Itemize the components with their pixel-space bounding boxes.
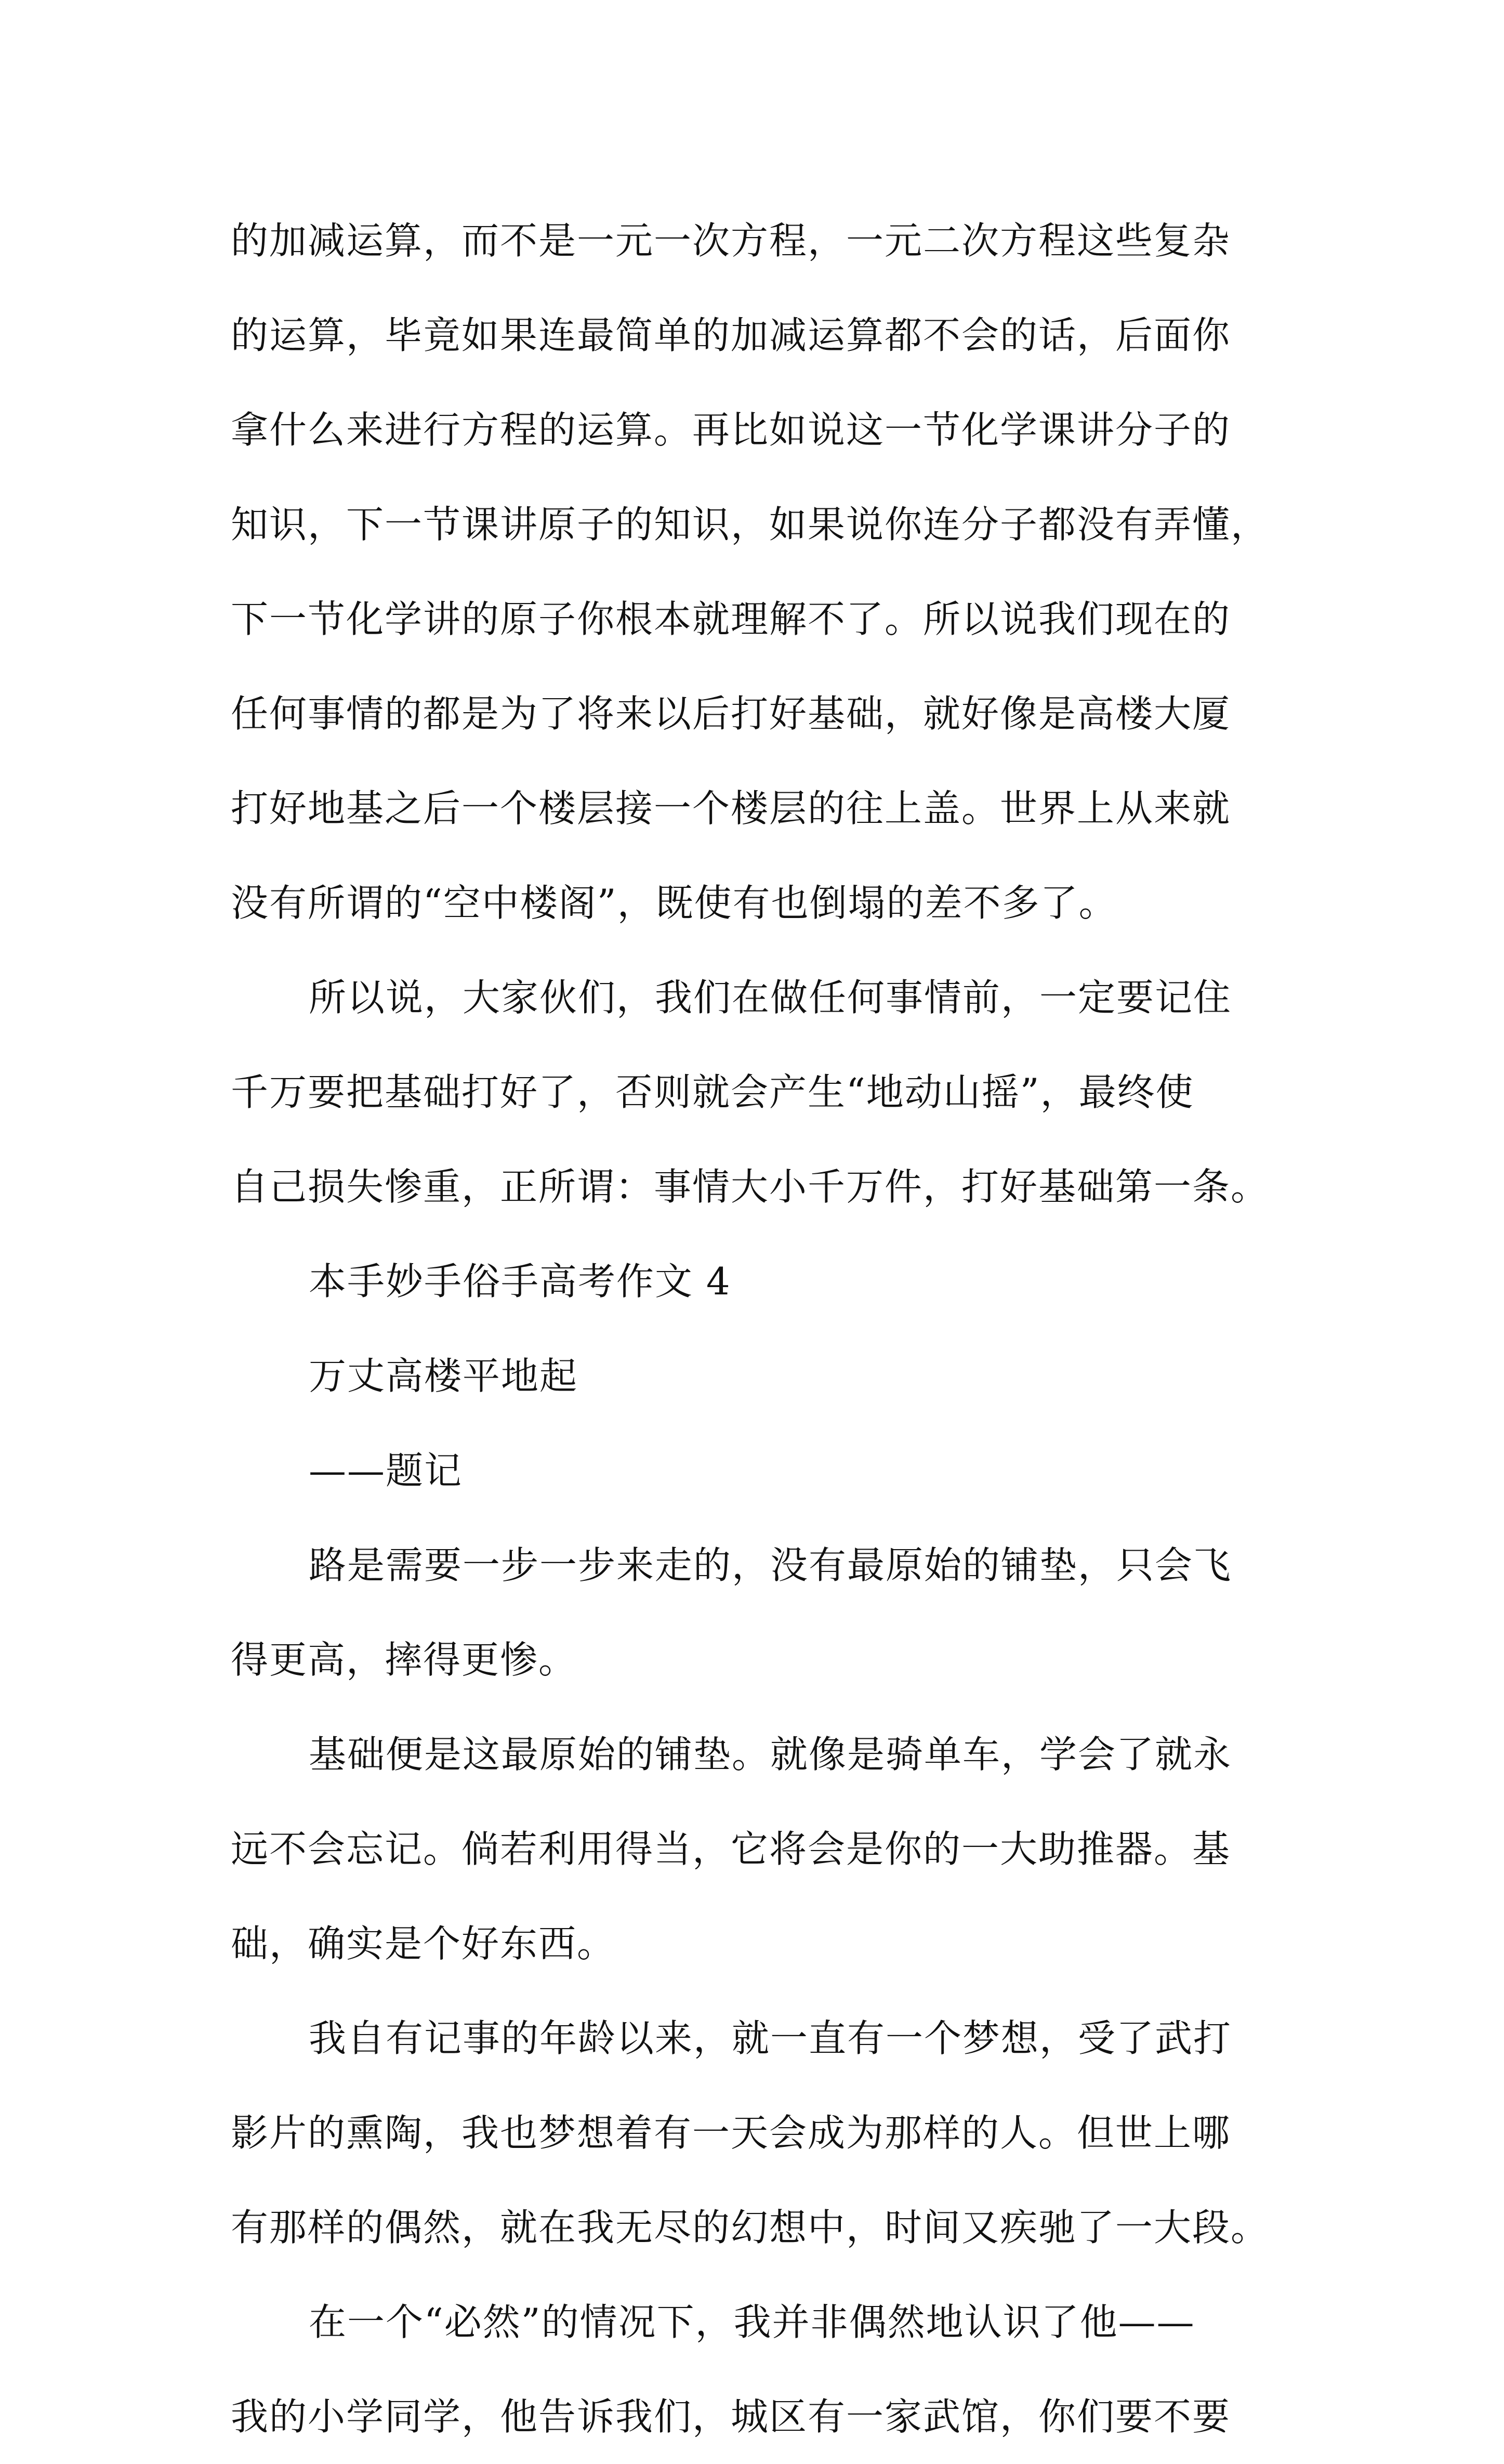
text-line: 拿什么来进行方程的运算。再比如说这一节化学课讲分子的 bbox=[231, 408, 1231, 452]
text-line: 我自有记事的年龄以来，就一直有一个梦想，受了武打 bbox=[309, 2016, 1232, 2060]
text-line: 有那样的偶然，就在我无尽的幻想中，时间又疾驰了一大段。 bbox=[231, 2206, 1270, 2249]
paragraph bbox=[231, 1991, 1281, 2275]
document-body bbox=[231, 193, 1281, 2464]
text-line: 自己损失惨重，正所谓：事情大小千万件，打好基础第一条。 bbox=[231, 1165, 1270, 1209]
text-line: 下一节化学讲的原子你根本就理解不了。所以说我们现在的 bbox=[231, 597, 1231, 641]
paragraph bbox=[231, 2275, 1281, 2464]
text-line: 影片的熏陶，我也梦想着有一天会成为那样的人。但世上哪 bbox=[231, 2111, 1231, 2155]
text-line: 得更高，摔得更惨。 bbox=[231, 1638, 577, 1682]
text-line: 在一个“必然”的情况下，我并非偶然地认识了他—— bbox=[309, 2300, 1195, 2344]
text-line: 远不会忘记。倘若利用得当，它将会是你的一大助推器。基 bbox=[231, 1827, 1231, 1871]
text-line: 路是需要一步一步来走的，没有最原始的铺垫，只会飞 bbox=[309, 1543, 1232, 1587]
text-line: 础，确实是个好东西。 bbox=[231, 1922, 616, 1965]
paragraph-continuation bbox=[231, 193, 1281, 950]
text-line: 基础便是这最原始的铺垫。就像是骑单车，学会了就永 bbox=[309, 1733, 1232, 1776]
text-line: 的运算，毕竟如果连最简单的加减运算都不会的话，后面你 bbox=[231, 313, 1231, 357]
paragraph-conclusion bbox=[231, 950, 1281, 1234]
text-line: 打好地基之后一个楼层接一个楼层的往上盖。世界上从来就 bbox=[231, 787, 1231, 830]
epigraph-source: ——题记 bbox=[309, 1449, 463, 1492]
text-line: 知识，下一节课讲原子的知识，如果说你连分子都没有弄懂， bbox=[231, 503, 1270, 546]
text-line: 任何事情的都是为了将来以后打好基础，就好像是高楼大厦 bbox=[231, 692, 1231, 736]
essay-heading bbox=[231, 1234, 1281, 1329]
epigraph bbox=[231, 1329, 1281, 1423]
text-line: 我的小学同学，他告诉我们，城区有一家武馆，你们要不要 bbox=[231, 2395, 1231, 2439]
epigraph-text: 万丈高楼平地起 bbox=[309, 1354, 578, 1398]
essay-title: 本手妙手俗手高考作文 4 bbox=[309, 1260, 731, 1303]
text-line: 没有所谓的“空中楼阁”，既使有也倒塌的差不多了。 bbox=[231, 881, 1117, 925]
paragraph bbox=[231, 1707, 1281, 1991]
text-line: 的加减运算，而不是一元一次方程，一元二次方程这些复杂 bbox=[231, 219, 1231, 263]
text-line: 千万要把基础打好了，否则就会产生“地动山摇”，最终使 bbox=[231, 1070, 1194, 1114]
text-line: 所以说，大家伙们，我们在做任何事情前，一定要记住 bbox=[309, 976, 1232, 1019]
paragraph bbox=[231, 1518, 1281, 1707]
epigraph-attribution bbox=[231, 1423, 1281, 1518]
